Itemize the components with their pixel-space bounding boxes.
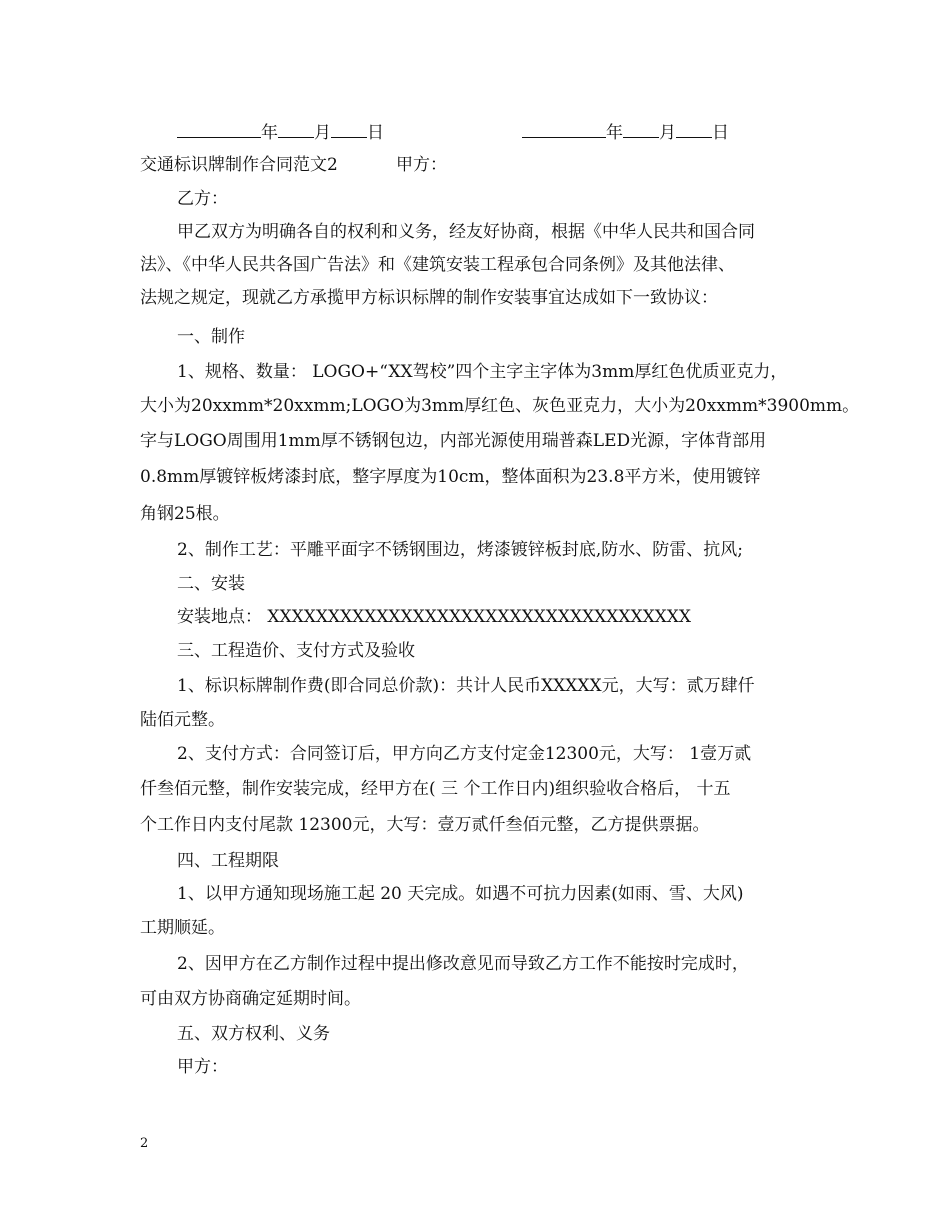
month-blank: [623, 120, 659, 138]
party-a-label: 甲方：: [396, 155, 447, 175]
body-line: 2、制作工艺：平雕平面字不锈钢围边，烤漆镀锌板封底,防水、防雷、抗风;: [177, 540, 743, 560]
day-label: 日: [712, 123, 729, 143]
year-blank: [522, 120, 606, 138]
body-line: 可由双方协商确定延期时间。: [140, 989, 361, 1009]
body-line: 2、支付方式：合同签订后，甲方向乙方支付定金12300元，大写： 1壹万贰: [177, 744, 752, 764]
body-line: 陆佰元整。: [140, 710, 225, 730]
day-blank: [331, 120, 367, 138]
body-line: 工期顺延。: [140, 918, 225, 938]
body-line: 1、规格、数量： LOGO+“XX驾校”四个主字主字体为3mm厚红色优质亚克力，: [177, 362, 788, 382]
body-line: 大小为20xxmm*20xxmm;LOGO为3mm厚红色、灰色亚克力，大小为20xxmm*3900mm。: [140, 396, 860, 416]
day-label: 日: [367, 123, 384, 143]
body-line: 法规之规定，现就乙方承揽甲方标识标牌的制作安装事宜达成如下一致协议：: [140, 288, 718, 308]
party-b-label: 乙方：: [177, 189, 228, 209]
section-heading: 二、安装: [177, 574, 245, 594]
date-line-left: [177, 120, 384, 144]
month-label: 月: [659, 123, 676, 143]
body-line: 0.8mm厚镀锌板烤漆封底，整字厚度为10cm，整体面积为23.8平方米，使用镀锌: [140, 467, 761, 487]
document-title: 交通标识牌制作合同范文2: [140, 155, 338, 175]
day-blank: [676, 120, 712, 138]
section-heading: 三、工程造价、支付方式及验收: [177, 641, 415, 661]
body-line: 安装地点： XXXXXXXXXXXXXXXXXXXXXXXXXXXXXXXXXXX: [177, 607, 691, 627]
body-line: 仟叁佰元整，制作安装完成，经甲方在( 三 个工作日内)组织验收合格后， 十五: [140, 779, 731, 799]
date-line-right: [522, 120, 729, 144]
section-heading: 五、双方权利、义务: [177, 1024, 330, 1044]
body-line: 1、以甲方通知现场施工起 20 天完成。如遇不可抗力因素(如雨、雪、大风): [177, 884, 744, 904]
body-line: 甲乙双方为明确各自的权利和义务，经友好协商，根据《中华人民共和国合同: [177, 222, 755, 242]
page-number: 2: [140, 1136, 149, 1151]
body-line: 字与LOGO周围用1mm厚不锈钢包边，内部光源使用瑞普森LED光源，字体背部用: [140, 431, 767, 451]
year-blank: [177, 120, 261, 138]
body-line: 法》、《中华人民共各国广告法》和《建筑安装工程承包合同条例》及其他法律、: [140, 255, 735, 275]
body-line: 角钢25根。: [140, 504, 230, 524]
body-line: 个工作日内支付尾款 12300元，大写：壹万贰仟叁佰元整，乙方提供票据。: [140, 815, 710, 835]
section-heading: 一、制作: [177, 327, 245, 347]
year-label: 年: [261, 123, 278, 143]
month-blank: [278, 120, 314, 138]
section-heading: 四、工程期限: [177, 851, 279, 871]
body-line: 甲方：: [177, 1057, 228, 1077]
year-label: 年: [606, 123, 623, 143]
body-line: 1、标识标牌制作费(即合同总价款)：共计人民币XXXXX元，大写：贰万肆仟: [177, 676, 755, 696]
month-label: 月: [314, 123, 331, 143]
body-line: 2、因甲方在乙方制作过程中提出修改意见而导致乙方工作不能按时完成时，: [177, 954, 749, 974]
